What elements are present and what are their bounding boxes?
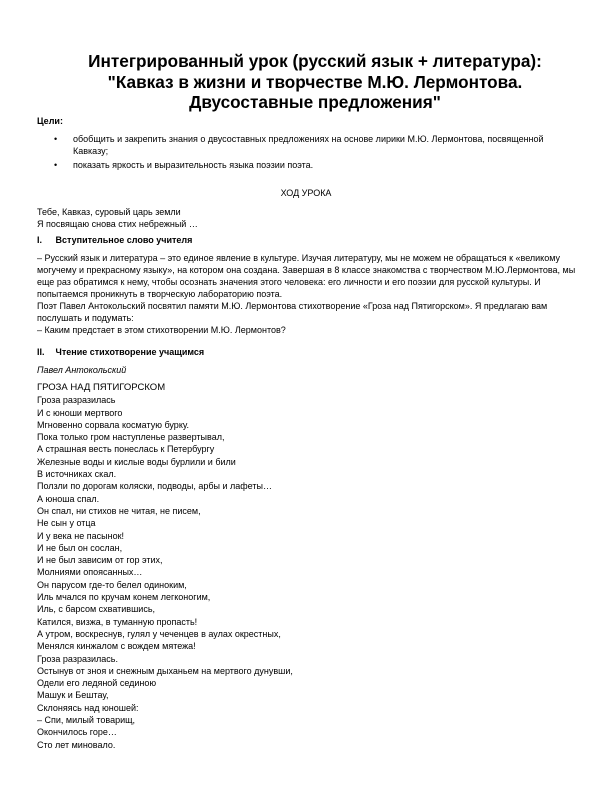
poem-line: Он парусом где-то белел одиноким,: [37, 579, 187, 590]
poem-line: Сто лет миновало.: [37, 739, 116, 750]
poem-line: И у века не пасынок!: [37, 530, 125, 541]
paragraph: Поэт Павел Антокольский посвятил памяти М.Ю. Лермонтова стихотворение «Гроза над Пятигорском». Я предлагаю вам послушать и подумать:: [37, 301, 548, 323]
poem-line: Катился, визжа, в туманную пропасть!: [37, 616, 198, 627]
poem-line: Иль мчался по кручам конем легконогим,: [37, 592, 211, 603]
poem-line: Гроза разразилась: [37, 395, 116, 406]
poem-line: Молниями опоясанных…: [37, 567, 143, 578]
bullet-icon: •: [54, 134, 58, 144]
poem-line: В источниках скал.: [37, 469, 117, 480]
section-title: Чтение стихотворение учащимся: [55, 347, 205, 357]
poem-line: Окончилось горе…: [37, 727, 117, 738]
epigraph-line: Тебе, Кавказ, суровый царь земли: [37, 207, 181, 217]
list-item: [37, 133, 557, 157]
poem-line: И не был зависим от гор этих,: [37, 555, 163, 566]
goals-list: [37, 133, 557, 173]
poem-line: Пока только гром наступленье развертывал,: [37, 432, 225, 443]
poem-line: Мгновенно сорвала косматую бурку.: [37, 419, 189, 430]
lesson-heading: ХОД УРОКА: [280, 188, 332, 198]
poem: [37, 382, 597, 751]
epigraph: [37, 206, 198, 230]
poem-line: Не сын у отца: [37, 518, 96, 529]
poem-line: Ползли по дорогам коляски, подводы, арбы и лафеты…: [37, 481, 272, 492]
poem-line: Он спал, ни стихов не читая, не писем,: [37, 505, 201, 516]
document-title: [20, 51, 610, 113]
section-title: Вступительное слово учителя: [55, 235, 193, 245]
title-line-2: "Кавказ в жизни и творчестве М.Ю. Лермонтова.: [107, 71, 523, 92]
section-number: I.: [37, 235, 43, 245]
poem-line: Склоняясь над юношей:: [37, 702, 139, 713]
poem-line: И с юноши мертвого: [37, 407, 123, 418]
title-line-3: Двусоставные предложения": [189, 92, 441, 112]
poem-line: Одели его ледяной сединою: [37, 678, 157, 689]
section-1-heading: [37, 234, 192, 246]
poem-line: А страшная весть понеслась к Петербургу: [37, 444, 215, 455]
poem-line: Машук и Бештау,: [37, 690, 109, 701]
intro-text: [37, 252, 585, 336]
poem-author: Павел Антокольский: [37, 365, 127, 375]
poem-line: И не был он сослан,: [37, 542, 123, 553]
poem-line: Иль, с барсом схватившись,: [37, 604, 156, 615]
poem-line: Железные воды и кислые воды бурлили и били: [37, 456, 236, 467]
section-2-heading: [37, 346, 204, 358]
goal-text: обобщить и закрепить знания о двусоставных предложениях на основе лирики М.Ю. Лермонтова, посвященной Кавказу;: [73, 134, 544, 156]
bullet-icon: •: [54, 160, 58, 170]
poem-line: А юноша спал.: [37, 493, 100, 504]
goals-label: Цели:: [37, 116, 63, 126]
section-number: II.: [37, 347, 45, 357]
paragraph: – Русский язык и литература – это единое явление в культуре. Изучая литературу, мы не можем не обращаться к «великому могучему и прекрасному языку», на котором она создана. Завершая в 8 классе знакомства с творчеством М.Ю.Лермонтова, мы еще раз обратимся к нему, чтобы осознать значения этого человека: его личности и его поэзии для русской культуры. И попытаемся проникнуть в творческую лабораторию поэта.: [37, 253, 576, 299]
poem-line: Менялся кинжалом с вождем мятежа!: [37, 641, 196, 652]
poem-line: Гроза разразилась.: [37, 653, 118, 664]
poem-line: А утром, воскреснув, гулял у чеченцев в аулах окрестных,: [37, 628, 281, 639]
epigraph-line: Я посвящаю снова стих небрежный …: [37, 219, 198, 229]
poem-line: – Спи, милый товарищ,: [37, 715, 136, 726]
title-line-1: Интегрированный урок (русский язык + литература):: [88, 51, 542, 71]
list-item: [37, 159, 557, 171]
poem-line: Остынув от зноя и снежным дыханьем на мертвого дунувши,: [37, 665, 293, 676]
goal-text: показать яркость и выразительность языка поэзии поэта.: [73, 160, 314, 170]
paragraph: – Каким предстает в этом стихотворении М.Ю. Лермонтов?: [37, 325, 286, 335]
poem-title: ГРОЗА НАД ПЯТИГОРСКОМ: [37, 382, 166, 393]
